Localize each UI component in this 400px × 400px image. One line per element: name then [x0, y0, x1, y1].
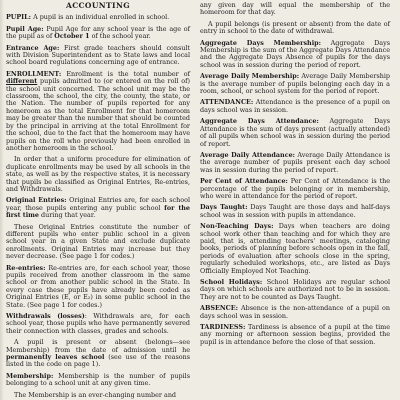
paragraph-text: Membership is the number of pupils belonging to a school unit at any given time. [6, 371, 190, 388]
paragraph-text: Aggregate Days Membership is the sum of the Aggregate Days Attendance and the Aggregate Days Absence of pupils for the days school was in session during the period of report. [200, 38, 390, 69]
paragraph [200, 204, 390, 219]
emphasis-bold: for the first time [6, 203, 190, 220]
paragraph-text: Days Taught are those days and half-days school was in session with pupils in attendance. [200, 203, 390, 219]
paragraph [200, 305, 390, 320]
paragraph-text: A pupil is present or absent (belongs—see Membership) from the date of admission until he [6, 338, 190, 354]
paragraph [6, 224, 190, 261]
paragraph-text: These Original Entries constitute the number of different pupils who enter public school in a given school year in a given State and exclude duplicate enrollments. Original Entries may increase but they never decrease. (See page 1 for codes.) [6, 222, 190, 261]
paragraph-text: Attendance is the presence of a pupil on days school was in session. [200, 98, 390, 114]
section-heading: ACCOUNTING [65, 1, 131, 10]
definition-term: Entrance Age: [6, 43, 60, 52]
paragraph [200, 279, 390, 301]
definition-term: TARDINESS: [200, 323, 246, 332]
paragraph-text: The Membership is an ever-changing number and [14, 390, 177, 399]
paragraph [6, 156, 190, 193]
paragraph [6, 14, 190, 21]
paragraph [6, 313, 190, 335]
left-column [6, 2, 190, 400]
definition-term: Days Taught: [200, 203, 248, 212]
paragraph-text: pupils admitted to (or entered on the roll of) the school unit concerned. The school unit may be the classroom, the school, the city, the county, the state, or the Nation. The number of pupils reported for any homeroom as the total Enrollment for that homeroom may be greater than the number that should be counted by the principal in arriving at the total Enrollment for the school, due to the fact that the homeroom may have pupils on the roll who previously had been enrolled in another homeroom in the school. [6, 77, 190, 152]
paragraph-text: Re-entries are, for each school year, those pupils received from another classroom in the same school or from another public school in the State. In every case these pupils have already been coded as Original Entries (E, or E₂) in some public school in the State. (See page 1 for codes.) [6, 263, 190, 309]
emphasis-underlined: different [6, 77, 38, 86]
paragraph-text: during that year. [39, 211, 96, 220]
paragraph-text: School Holidays are regular school days on which schools are authorized not to be in session. They are not to be counted as Days Taught. [200, 278, 390, 301]
paragraph [200, 178, 390, 200]
paragraph [6, 265, 190, 309]
paragraph-text: Aggregate Days Attendance is the sum of days present (actually attended) of all pupils when school was in session during the period of report. [200, 117, 390, 148]
paragraph [6, 45, 190, 67]
paragraph [6, 392, 190, 399]
definition-term: ENROLLMENT: [6, 69, 62, 78]
paragraph-text: Original Entries are, for each school year, those pupils entering any public school [6, 196, 190, 212]
paragraph-text: Pupil Age for any school year is the age of the pupil as of [6, 24, 190, 41]
paragraph [200, 2, 390, 17]
definition-term: Average Daily Attendance: [200, 150, 296, 159]
paragraph [200, 99, 390, 114]
paragraph-text: In order that a uniform procedure for elimination of duplicate enrollments may be used by all schools in the state, as well as by the respective states, it is necessary that pupils be classified as Original Entries, Re-entries, and Withdrawals. [6, 155, 190, 193]
definition-term: ATTENDANCE: [200, 98, 254, 107]
definition-term: Original Entries: [6, 196, 67, 205]
definition-term: Aggregate Days Attendance: [200, 117, 319, 126]
paragraph [6, 339, 190, 369]
paragraph-text: Per Cent of Attendance is the percentage of the pupils belonging or in membership, who were in attendance for the period of report. [200, 177, 390, 200]
paragraph [6, 71, 190, 152]
paragraph-text: : Withdrawals are, for each school year, those pupils who have permanently severed their connection with classes, grades and schools. [6, 312, 190, 335]
paragraph [200, 118, 390, 148]
paragraph-text: Average Daily Membership is the average number of pupils belonging each day in a room, school, or school system for the period of report. [200, 72, 390, 96]
paragraph-text: First grade teachers should consult with Division Superintendent as to State laws and local school board regulations concerning age of entrance. [6, 43, 190, 67]
paragraph-text: A pupil is an individual enrolled in school. [31, 13, 170, 22]
paragraph [6, 197, 190, 219]
paragraph-text: any given day will equal the membership of the homeroom for that day. [200, 1, 390, 17]
right-column [200, 2, 390, 400]
emphasis-bold: October 1 [54, 32, 90, 41]
definition-term: Re-entries: [6, 263, 46, 272]
paragraph [6, 26, 190, 41]
page-gutter-shadow [0, 0, 4, 400]
definition-term: School Holidays: [200, 278, 263, 286]
paragraph [200, 324, 390, 346]
paragraph [200, 152, 390, 174]
definition-term: Non-Teaching Days: [200, 222, 274, 231]
paragraph [200, 73, 390, 95]
paragraph [200, 223, 390, 275]
paragraph-text: A pupil belongs (is present or absent) from the date of entry in school to the date of withdrawal. [200, 19, 390, 36]
definition-term: ABSENCE: [200, 304, 239, 313]
definition-term: Pupil Age: [6, 24, 44, 33]
paragraph-text: (see use of the reasons listed in the code on page 1). [6, 353, 190, 369]
definition-term: PUPIL: [6, 13, 32, 22]
paragraph-text: Absence is the non-attendance of a pupil on days school was in session. [200, 304, 390, 320]
paragraph [6, 373, 190, 388]
paragraph [200, 40, 390, 70]
definition-term: Membership: [6, 371, 54, 380]
definition-term: Withdrawals (losses) [6, 312, 85, 321]
definition-term: Per Cent of Attendance: [200, 177, 288, 186]
paragraph-text: Enrollment is the total number of [61, 69, 190, 78]
paragraph [200, 21, 390, 36]
definition-term: Aggregate Days Membership: [200, 38, 321, 47]
paragraph-text: Days when teachers are doing school work other than teaching and for which they are paid, that is, attending teachers' meetings, cataloging books, periods of planning before schools open in the fall, periods of evaluation after schools close in the spring, regularly scheduled workshops, etc., are listed as Days Officially Employed Not Teaching. [200, 222, 390, 275]
paragraph-text: of the school year. [89, 32, 151, 41]
emphasis-bold: permanently leaves school [6, 353, 105, 362]
paragraph-text: Tardiness is absence of a pupil at the time any morning or afternoon session begins, provided the pupil is in attendance before the close of that session. [200, 323, 390, 346]
paragraph-text: Average Daily Attendance is the average number of pupils present each day school was in session during the period of report. [200, 150, 390, 174]
definition-term: Average Daily Membership: [200, 72, 300, 81]
